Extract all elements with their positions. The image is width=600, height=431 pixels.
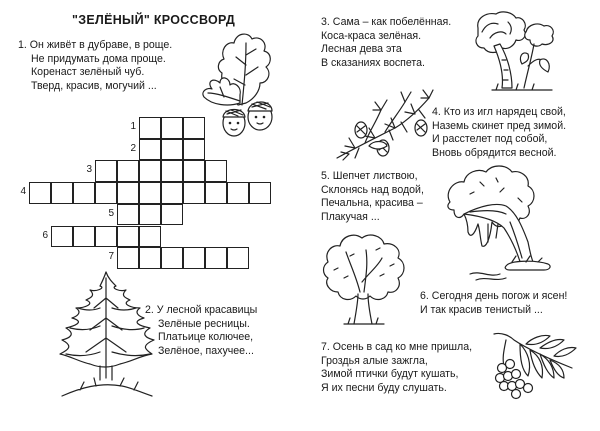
crossword-cell[interactable] [73, 182, 95, 204]
crossword-cell[interactable] [249, 182, 271, 204]
clue-line: В сказаниях воспета. [321, 56, 425, 69]
crossword-number-6: 6 [42, 229, 48, 241]
crossword-number-4: 4 [20, 186, 26, 198]
rowan-branch-icon [492, 330, 582, 400]
crossword-cell[interactable] [51, 182, 73, 204]
clue-number: 7. [321, 341, 330, 353]
crossword-cell[interactable] [117, 247, 139, 269]
crossword-cell[interactable] [205, 182, 227, 204]
page-title: "ЗЕЛЁНЫЙ" КРОССВОРД [72, 13, 236, 27]
clue-line: Зимой птички будут кушать, [321, 368, 459, 381]
crossword-cell[interactable] [139, 139, 161, 161]
crossword-cell[interactable] [161, 204, 183, 226]
crossword-cell[interactable] [139, 204, 161, 226]
weeping-willow-icon [440, 162, 560, 282]
crossword-cell[interactable] [139, 226, 161, 248]
crossword-cell[interactable] [227, 182, 249, 204]
crossword-cell[interactable] [95, 160, 117, 182]
crossword-cell[interactable] [95, 226, 117, 248]
clue-line: Кто из игл нарядец свой, [443, 106, 566, 118]
clue-line: Осень в сад ко мне пришла, [332, 341, 473, 353]
clue-line: Коренаст зелёный чуб. [31, 66, 145, 79]
clue-line: Вновь обрядится весной. [432, 146, 557, 159]
clue-line: Я их песни буду слушать. [321, 381, 447, 394]
clue-line: Тверд, красив, могучий ... [31, 79, 157, 92]
oak-leaf-acorns-icon [198, 25, 298, 135]
crossword-number-7: 7 [108, 251, 114, 263]
fir-tree-icon [60, 268, 155, 408]
crossword-number-2: 2 [130, 142, 136, 154]
crossword-cell[interactable] [139, 182, 161, 204]
clue-line: Гроздья алые зажгла, [321, 354, 428, 367]
clue-line: Склонясь над водой, [321, 183, 424, 196]
crossword-cell[interactable] [117, 226, 139, 248]
birch-tree-icon [472, 10, 562, 92]
clue-line: Плакучая ... [321, 210, 380, 223]
clue-number: 3. [321, 16, 330, 28]
clue-3 [321, 16, 451, 70]
crossword-cell[interactable] [117, 160, 139, 182]
clue-6 [420, 290, 567, 317]
crossword-grid [20, 117, 279, 277]
crossword-cell[interactable] [139, 160, 161, 182]
clue-line: Печальна, красива – [321, 197, 423, 210]
clue-number: 4. [432, 106, 441, 118]
clue-7 [321, 341, 472, 395]
crossword-cell[interactable] [183, 139, 205, 161]
crossword-cell[interactable] [117, 204, 139, 226]
crossword-cell[interactable] [51, 226, 73, 248]
crossword-cell[interactable] [183, 182, 205, 204]
crossword-number-1: 1 [130, 121, 136, 132]
clue-line: Коса-краса зелёная. [321, 29, 422, 42]
clue-number: 5. [321, 170, 330, 182]
crossword-cell[interactable] [227, 247, 249, 269]
crossword-cell[interactable] [161, 247, 183, 269]
crossword-cell[interactable] [139, 117, 161, 139]
crossword-cell[interactable] [205, 247, 227, 269]
clue-line: Он живёт в дубраве, в роще. [29, 39, 173, 51]
crossword-number-3: 3 [86, 164, 92, 176]
clue-number: 2. [145, 304, 154, 316]
clue-line: У лесной красавицы [156, 304, 258, 316]
crossword-cell[interactable] [205, 160, 227, 182]
crossword-cell[interactable] [183, 160, 205, 182]
clue-2 [145, 304, 257, 358]
crossword-cell[interactable] [161, 160, 183, 182]
crossword-cell[interactable] [161, 117, 183, 139]
clue-line: Сегодня день погож и ясен! [431, 290, 568, 302]
clue-line: Шепчет листвою, [332, 170, 418, 182]
clue-5 [321, 170, 424, 224]
maple-tree-icon [320, 232, 410, 327]
clue-line: И так красив тенистый ... [420, 303, 543, 316]
larch-branch-icon [335, 88, 435, 163]
crossword-cell[interactable] [29, 182, 51, 204]
clue-line: Не придумать дома проще. [31, 52, 166, 65]
clue-line: Зелёное, пахучее... [158, 344, 254, 357]
clue-4 [432, 106, 566, 160]
clue-line: Платьице колючее, [158, 331, 254, 344]
clue-number: 1. [18, 39, 27, 51]
clue-1 [18, 39, 172, 93]
clue-line: Зелёные ресницы. [158, 317, 250, 330]
clue-line: Наземь скинет пред зимой. [432, 119, 567, 132]
crossword-cell[interactable] [73, 226, 95, 248]
clue-line: И расстелет под собой, [432, 133, 548, 146]
crossword-cell[interactable] [95, 182, 117, 204]
crossword-cell[interactable] [139, 247, 161, 269]
clue-number: 6. [420, 290, 429, 302]
crossword-cell[interactable] [161, 182, 183, 204]
crossword-number-5: 5 [108, 207, 114, 219]
crossword-cell[interactable] [117, 182, 139, 204]
crossword-cell[interactable] [183, 247, 205, 269]
clue-line: Лесная дева эта [321, 43, 402, 56]
crossword-cell[interactable] [161, 139, 183, 161]
clue-line: Сама – как побелённая. [332, 16, 452, 28]
